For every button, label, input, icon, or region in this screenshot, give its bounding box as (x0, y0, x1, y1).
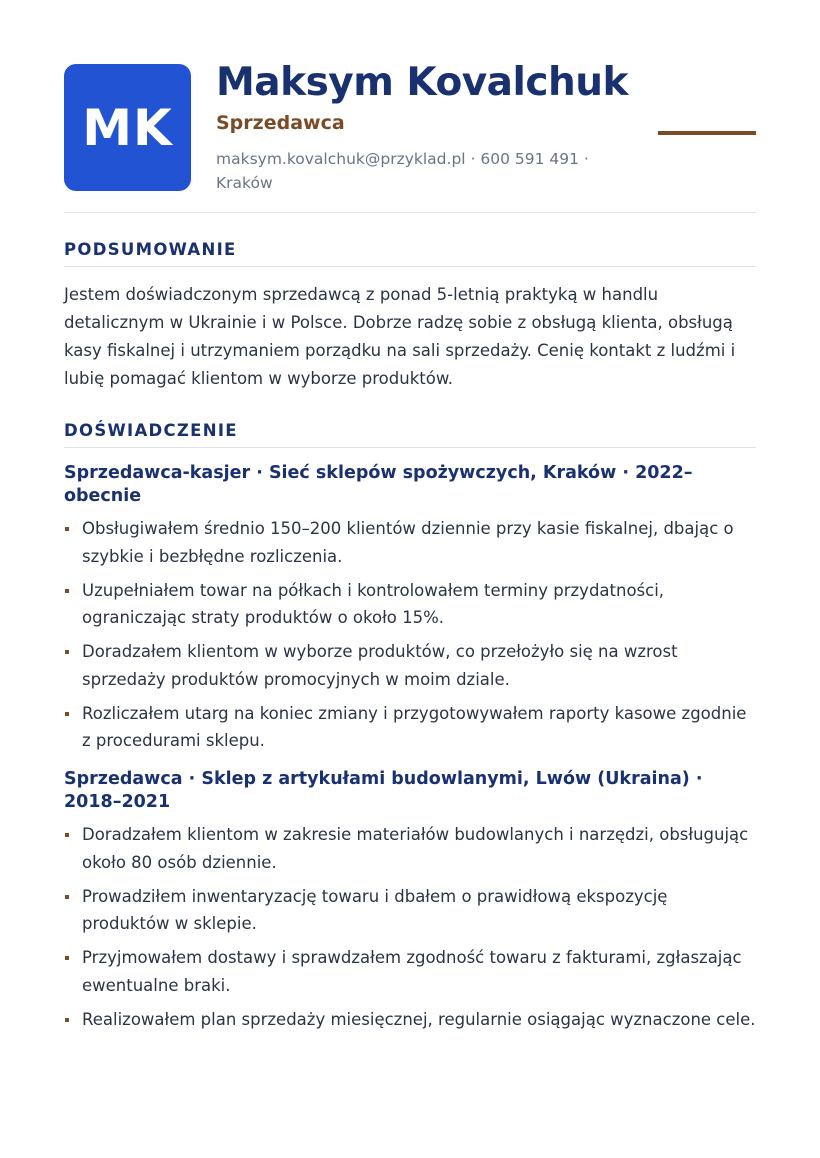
candidate-role: Sprzedawca (216, 112, 345, 134)
bullet-text: Rozliczałem utarg na koniec zmiany i przygotowywałem raporty kasowe zgodnie z procedurami sklepu. (82, 703, 747, 750)
bullet-marker (65, 712, 69, 716)
list-item (64, 638, 756, 693)
accent-bar (658, 131, 756, 135)
bullet-text: Prowadziłem inwentaryzację towaru i dbałem o prawidłową ekspozycję produktów w sklepie. (82, 886, 668, 933)
bullet-marker (65, 589, 69, 593)
bullet-marker (65, 956, 69, 960)
bullet-text: Uzupełniałem towar na półkach i kontrolowałem terminy przydatności, ograniczając straty produktów o około 15%. (82, 580, 665, 627)
bullet-text: Doradzałem klientom w zakresie materiałów budowlanych i narzędzi, obsługując około 80 osób dziennie. (82, 825, 749, 872)
job-bullets (64, 821, 756, 1040)
bullet-text: Obsługiwałem średnio 150–200 klientów dziennie przy kasie fiskalnej, dbając o szybkie i bezbłędne rozliczenia. (82, 519, 734, 566)
bullet-marker (65, 650, 69, 654)
avatar: MK (64, 64, 191, 191)
list-item (64, 944, 756, 999)
list-item (64, 821, 756, 876)
bullet-text: Przyjmowałem dostawy i sprawdzałem zgodność towaru z fakturami, zgłaszając ewentualne braki. (82, 948, 742, 995)
bullet-marker (65, 895, 69, 899)
bullet-marker (65, 833, 69, 837)
list-item (64, 700, 756, 755)
job-bullets (64, 515, 756, 761)
list-item (64, 1006, 756, 1034)
list-item (64, 883, 756, 938)
contact-info: maksym.kovalchuk@przyklad.pl · 600 591 491 · Kraków (216, 150, 589, 192)
candidate-name: Maksym Kovalchuk (216, 60, 628, 105)
section-title-summary: PODSUMOWANIE (64, 240, 756, 267)
job-title: Sprzedawca-kasjer · Sieć sklepów spożywczych, Kraków · 2022–obecnie (64, 463, 693, 506)
resume-header (64, 60, 756, 192)
summary-text: Jestem doświadczonym sprzedawcą z ponad 5-letnią praktyką w handlu detalicznym w Ukrainie i w Polsce. Dobrze radzę sobie z obsługą klienta, obsługą kasy fiskalnej i utrzymaniem porządku na sali sprzedaży. Cenię kontakt z ludźmi i lubię pomagać klientom w wyborze produktów. (64, 285, 736, 388)
job-title: Sprzedawca · Sklep z artykułami budowlanymi, Lwów (Ukraina) · 2018–2021 (64, 769, 703, 812)
list-item (64, 515, 756, 570)
section-title-experience: DOŚWIADCZENIE (64, 421, 756, 448)
bullet-marker (65, 527, 69, 531)
header-divider (64, 212, 756, 213)
list-item (64, 577, 756, 632)
bullet-text: Realizowałem plan sprzedaży miesięcznej, regularnie osiągając wyznaczone cele. (82, 1009, 756, 1029)
bullet-marker (65, 1018, 69, 1022)
bullet-text: Doradzałem klientom w wyborze produktów, co przełożyło się na wzrost sprzedaży produktów promocyjnych w moim dziale. (82, 642, 678, 689)
